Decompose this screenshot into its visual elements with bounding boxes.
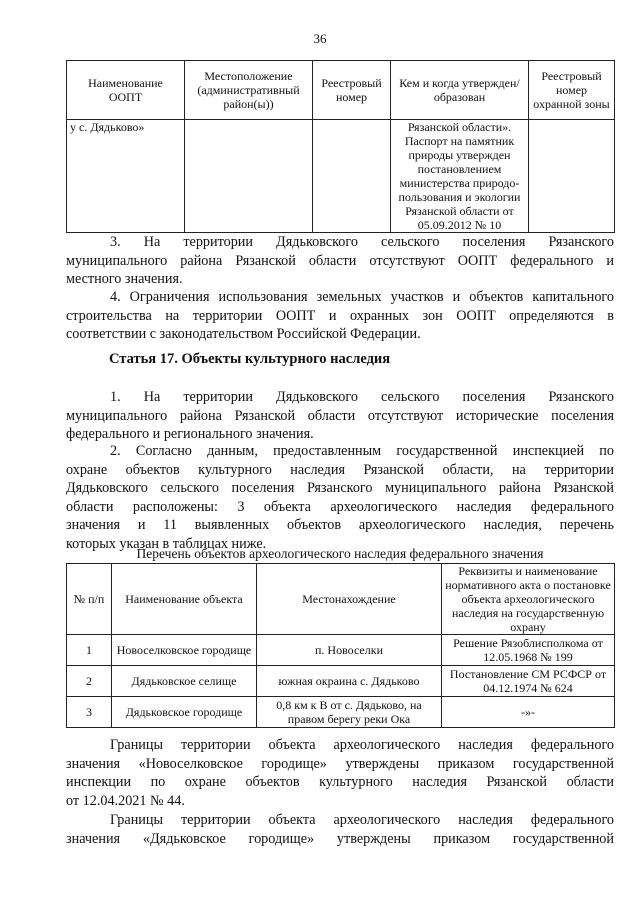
text-line: 3. На территории Дядьковского сельского поселения Рязанского xyxy=(110,234,614,250)
approved-line: пользования и экологии xyxy=(398,190,521,204)
text-line: соответствии с законодательством Российской Федерации. xyxy=(66,326,421,343)
arch-header-location: Местонахождение xyxy=(257,564,442,635)
text-line: значения и 11 выявленных объектов археологического наследия, перечень xyxy=(66,517,614,534)
text-line: от 12.04.2021 № 44. xyxy=(66,792,185,809)
table-row xyxy=(67,697,615,728)
text-line: муниципального района Рязанской области отсутствуют ООПТ федерального и xyxy=(66,252,614,269)
boundaries-paragraph-1 xyxy=(66,736,614,810)
paragraph-3 xyxy=(66,233,614,289)
text-line: значения «Дядьковское городище» утверждены приказом государственной xyxy=(66,830,614,847)
oopt-cell-zone-number xyxy=(529,120,615,233)
table-row xyxy=(67,120,615,233)
approved-line: 05.09.2012 № 10 xyxy=(417,218,502,232)
oopt-header-location: Местоположение (административный район(ы)) xyxy=(185,61,313,120)
text-line: строительства на территории ООПТ и охранных зон ООПТ определяются в xyxy=(66,307,614,324)
approved-line: Рязанской области». xyxy=(407,120,512,134)
arch-header-num: № п/п xyxy=(67,564,112,635)
oopt-table xyxy=(66,60,615,233)
text-line: которых указан в таблицах ниже. xyxy=(66,535,267,552)
page-number: 36 xyxy=(313,31,327,46)
oopt-header-reg-number: Реестровый номер xyxy=(313,61,391,120)
arch-cell-location: п. Новоселки xyxy=(257,635,442,666)
arch-cell-num: 2 xyxy=(67,666,112,697)
oopt-header-zone-number: Реестровый номер охранной зоны xyxy=(529,61,615,120)
oopt-cell-approved xyxy=(391,120,529,233)
arch-cell-location: 0,8 км к В от с. Дядьково, на правом берегу реки Ока xyxy=(257,697,442,728)
approved-line: министерства природо- xyxy=(399,176,520,190)
arch-cell-location: южная окраина с. Дядьково xyxy=(257,666,442,697)
oopt-cell-name: у с. Дядьково» xyxy=(67,120,185,233)
boundaries-paragraph-2 xyxy=(66,811,614,848)
article-paragraph-1 xyxy=(66,388,614,444)
article-paragraph-2 xyxy=(66,442,614,554)
text-line: Границы территории объекта археологического наследия федерального xyxy=(110,737,614,753)
arch-header-name: Наименование объекта xyxy=(112,564,257,635)
article-heading: Статья 17. Объекты культурного наследия xyxy=(109,351,391,367)
arch-cell-name: Дядьковское селище xyxy=(112,666,257,697)
approved-line: постановлением xyxy=(417,162,502,176)
oopt-header-name: Наименование ООПТ xyxy=(67,61,185,120)
text-line: значения «Новоселковское городище» утверждены приказом государственной xyxy=(66,755,614,772)
arch-cell-num: 1 xyxy=(67,635,112,666)
text-line: охране объектов культурного наследия Рязанской области, на территории xyxy=(66,461,614,478)
text-line: муниципального района Рязанской области отсутствуют исторические поселения xyxy=(66,407,614,424)
arch-cell-num: 3 xyxy=(67,697,112,728)
approved-line: Паспорт на памятник xyxy=(404,134,515,148)
arch-cell-name: Новоселковское городище xyxy=(112,635,257,666)
text-line: Дядьковского сельского поселения Рязанского муниципального района Рязанской xyxy=(66,480,614,497)
oopt-table-header-row xyxy=(67,61,615,120)
arch-cell-act: Решение Рязоблисполкома от 12.05.1968 № 199 xyxy=(442,635,615,666)
oopt-cell-reg-number xyxy=(313,120,391,233)
text-line: Границы территории объекта археологического наследия федерального xyxy=(110,812,614,828)
paragraph-4 xyxy=(66,288,614,344)
arch-cell-act: Постановление СМ РСФСР от 04.12.1974 № 624 xyxy=(442,666,615,697)
text-line: 1. На территории Дядьковского сельского поселения Рязанского xyxy=(110,389,614,405)
arch-cell-act: -»- xyxy=(442,697,615,728)
arch-header-act: Реквизиты и наименование нормативного акта о постановке объекта археологического наследия на государственную охрану xyxy=(442,564,615,635)
text-line: 2. Согласно данным, предоставленным государственной инспекцией по xyxy=(110,443,614,459)
arch-cell-name: Дядьковское городище xyxy=(112,697,257,728)
oopt-header-approved: Кем и когда утвержден/ образован xyxy=(391,61,529,120)
text-line: федерального и регионального значения. xyxy=(66,426,314,443)
text-line: 4. Ограничения использования земельных участков и объектов капитального xyxy=(110,289,614,305)
approved-line: природы утвержден xyxy=(408,148,511,162)
table-row xyxy=(67,635,615,666)
archaeological-table xyxy=(66,563,615,728)
text-line: инспекции по охране объектов культурного наследия Рязанской области xyxy=(66,774,614,791)
approved-line: Рязанской области от xyxy=(405,204,514,218)
table-caption: Перечень объектов археологического наследия федерального значения xyxy=(136,546,544,561)
text-line: местного значения. xyxy=(66,271,183,288)
table-row xyxy=(67,666,615,697)
text-line: области расположены: 3 объекта археологического наследия федерального xyxy=(66,498,614,515)
arch-table-header-row xyxy=(67,564,615,635)
oopt-cell-location xyxy=(185,120,313,233)
